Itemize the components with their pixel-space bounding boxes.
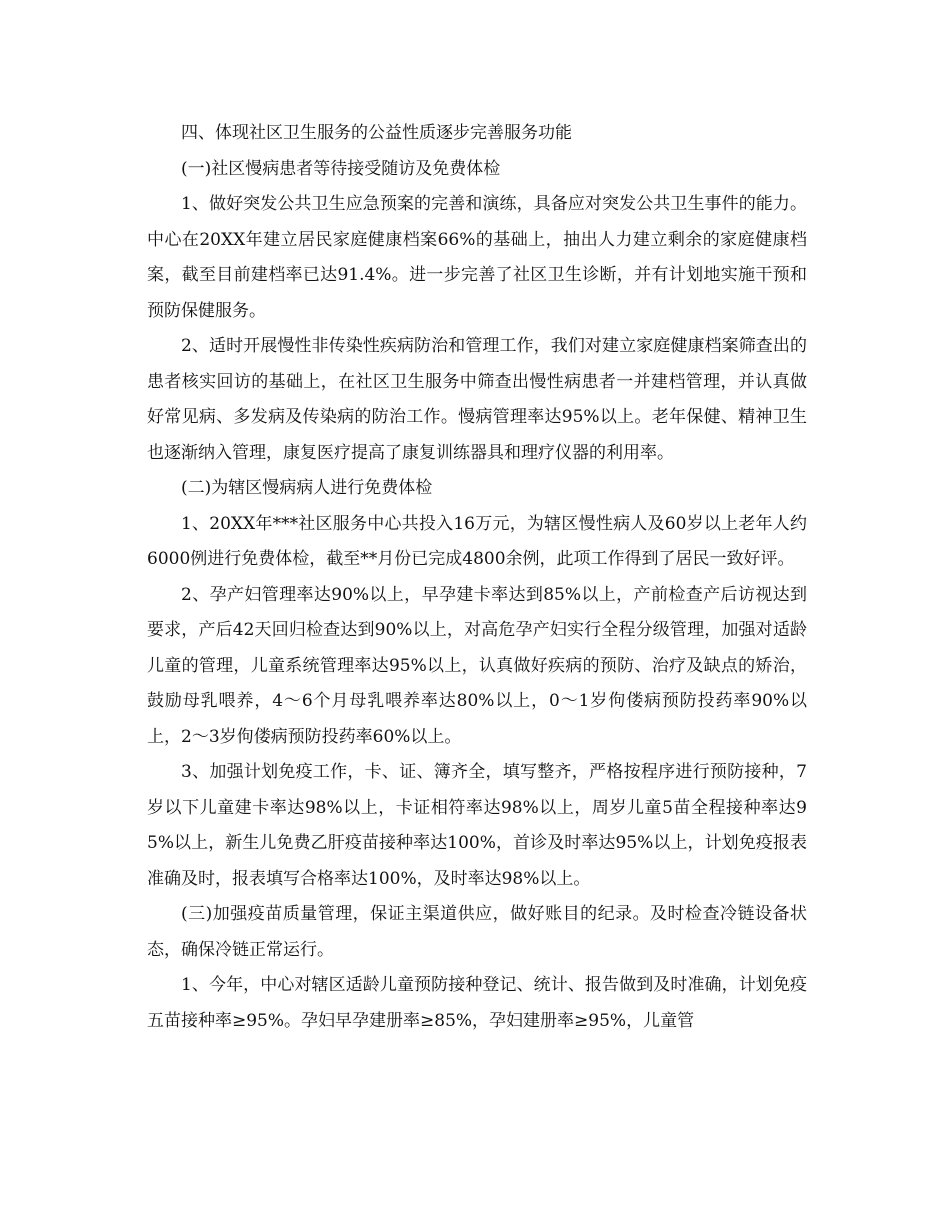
body-paragraph: 2、适时开展慢性非传染性疾病防治和管理工作，我们对建立家庭健康档案筛查出的患者核实回访的基础上，在社区卫生服务中筛查出慢性病患者一并建档管理，并认真做好常见病、多发病及传染病的防治工作。慢病管理率达95%以上。老年保健、精神卫生也逐渐纳入管理，康复医疗提高了康复训练器具和理疗仪器的利用率。 <box>147 336 807 463</box>
subsection-heading: (三)加强疫苗质量管理，保证主渠道供应，做好账目的纪录。及时检查冷链设备状态，确保冷链正常运行。 <box>147 904 807 960</box>
document-body <box>147 116 807 1039</box>
section-heading: 四、体现社区卫生服务的公益性质逐步完善服务功能 <box>181 123 572 143</box>
body-paragraph: 1、今年，中心对辖区适龄儿童预防接种登记、统计、报告做到及时准确，计划免疫五苗接种率≥95%。孕妇早孕建册率≥85%，孕妇建册率≥95%，儿童管 <box>147 975 807 1031</box>
subsection-heading: (二)为辖区慢病病人进行免费体检 <box>181 478 433 498</box>
body-paragraph: 1、做好突发公共卫生应急预案的完善和演练，具备应对突发公共卫生事件的能力。中心在20XX年建立居民家庭健康档案66%的基础上，抽出人力建立剩余的家庭健康档案，截至目前建档率已达91.4%。进一步完善了社区卫生诊断，并有计划地实施干预和预防保健服务。 <box>147 194 807 321</box>
body-paragraph: 3、加强计划免疫工作，卡、证、簿齐全，填写整齐，严格按程序进行预防接种，7岁以下儿童建卡率达98%以上，卡证相符率达98%以上，周岁儿童5苗全程接种率达95%以上，新生儿免费乙肝疫苗接种率达100%，首诊及时率达95%以上，计划免疫报表准确及时，报表填写合格率达100%，及时率达98%以上。 <box>147 762 807 889</box>
subsection-heading: (一)社区慢病患者等待接受随访及免费体检 <box>181 158 501 179</box>
body-paragraph: 2、孕产妇管理率达90%以上，早孕建卡率达到85%以上，产前检查产后访视达到要求，产后42天回归检查达到90%以上，对高危孕产妇实行全程分级管理，加强对适龄儿童的管理，儿童系统管理率达95%以上，认真做好疾病的预防、治疗及缺点的矫治，鼓励母乳喂养，4～6个月母乳喂养率达80%以上，0～1岁佝偻病预防投药率90%以上，2～3岁佝偻病预防投药率60%以上。 <box>147 584 807 747</box>
body-paragraph: 1、20XX年***社区服务中心共投入16万元，为辖区慢性病人及60岁以上老年人约6000例进行免费体检，截至**月份已完成4800余例，此项工作得到了居民一致好评。 <box>147 513 807 569</box>
